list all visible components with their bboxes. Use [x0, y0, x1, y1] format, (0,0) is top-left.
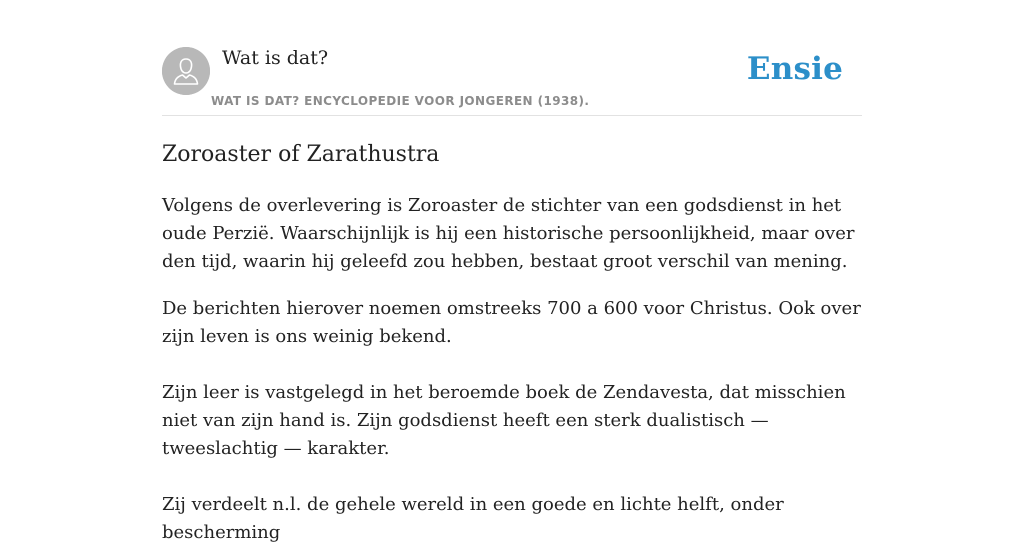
source-subtitle: WAT IS DAT? ENCYCLOPEDIE VOOR JONGEREN (1938).: [211, 94, 590, 108]
article-paragraph: Zijn leer is vastgelegd in het beroemde boek de Zendavesta, dat misschien niet van zijn hand is. Zijn godsdienst heeft een sterk dualistisch — tweeslachtig — karakter.: [162, 382, 846, 459]
article-paragraph: De berichten hierover noemen omstreeks 700 a 600 voor Christus. Ook over zijn leven is ons weinig bekend.: [162, 298, 861, 347]
user-icon: [162, 47, 210, 95]
ensie-logo[interactable]: Ensie: [746, 51, 843, 87]
source-title[interactable]: Wat is dat?: [222, 47, 329, 69]
article-page: [162, 0, 862, 543]
article-paragraph: Zij verdeelt n.l. de gehele wereld in een goede en lichte helft, onder bescherming: [162, 494, 784, 543]
avatar[interactable]: [162, 47, 210, 95]
source-header: [162, 0, 862, 116]
article-body: [162, 192, 862, 547]
article-paragraph: Volgens de overlevering is Zoroaster de stichter van een godsdienst in het oude Perzië. Waarschijnlijk is hij een historische persoonlijkheid, maar over den tijd, waarin hij geleefd zou hebben, bestaat groot verschil van mening.: [162, 195, 855, 272]
article-title: Zoroaster of Zarathustra: [162, 142, 440, 167]
